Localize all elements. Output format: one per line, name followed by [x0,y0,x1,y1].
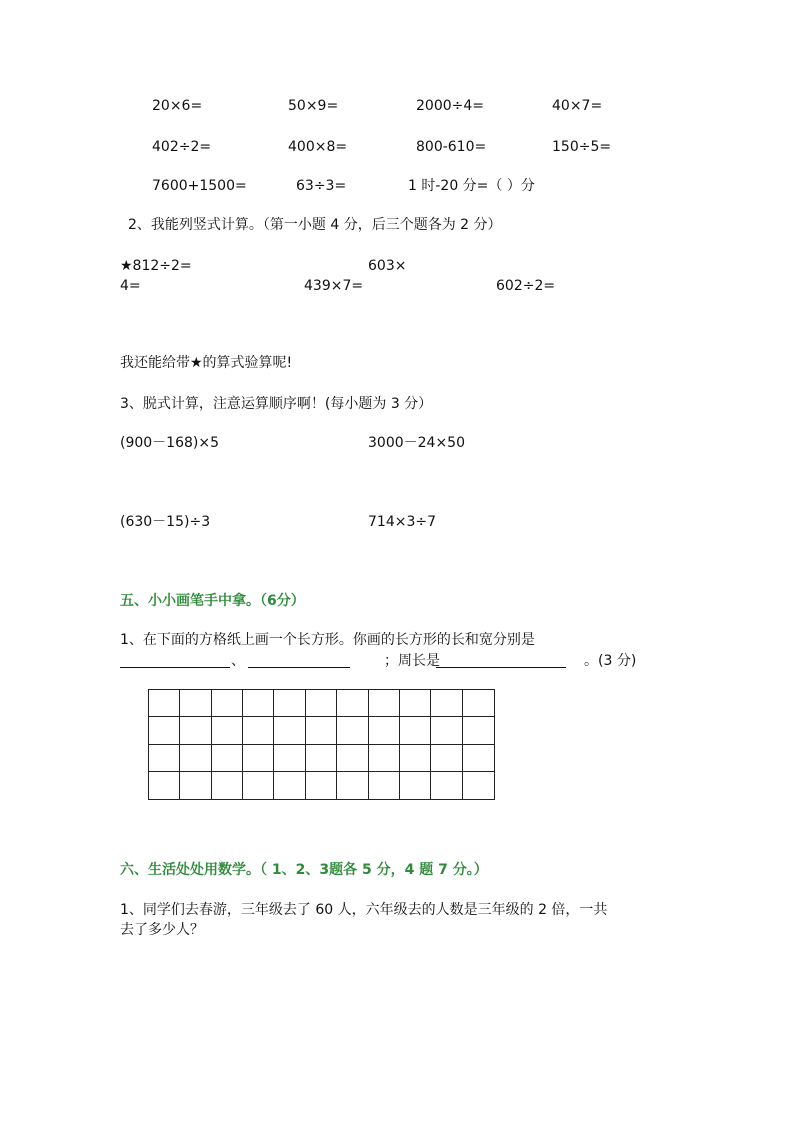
oral-r1-c4: 40×7= [552,98,603,114]
step-item-4: 714×3÷7 [368,514,436,530]
oral-r1-c1: 20×6= [152,98,203,114]
oral-r2-c1: 402÷2= [152,139,212,155]
oral-r3-c1: 7600+1500= [152,178,247,194]
step-item-1: (900－168)×5 [120,435,220,451]
oral-r1-c2: 50×9= [288,98,339,114]
vertical-item-4: 602÷2= [496,278,556,294]
perimeter-label: ；周长是 [384,653,440,669]
vertical-item-1-cont: 4= [120,278,141,294]
section5-q1-text: 1、在下面的方格纸上画一个长方形。你画的长方形的长和宽分别是 [120,632,535,648]
section6-heading: 六、生活处处用数学。（ 1、2、3题各 5 分，4 题 7 分。） [120,862,488,878]
section5-heading: 五、小小画笔手中拿。（6分） [120,593,305,609]
verify-note: 我还能给带★的算式验算呢! [120,355,293,371]
width-blank[interactable] [248,667,350,668]
section6-q1-line2: 去了多少人？ [120,922,204,938]
length-blank[interactable] [120,667,230,668]
oral-r2-c2: 400×8= [288,139,348,155]
section6-q1-line1: 1、同学们去春游，三年级去了 60 人，六年级去的人数是三年级的 2 倍，一共 [120,902,608,918]
oral-r1-c3: 2000÷4= [416,98,484,114]
vertical-item-3: 439×7= [304,278,364,294]
oral-r3-c3: 1 时-20 分=（ ）分 [408,178,535,194]
perimeter-blank[interactable] [436,667,566,668]
vertical-title: 2、我能列竖式计算。（第一小题 4 分，后三个题各为 2 分） [128,217,502,233]
step-item-3: (630－15)÷3 [120,514,211,530]
score-note: 。(3 分) [584,653,637,669]
grid-paper[interactable] [148,689,495,800]
step-item-2: 3000－24×50 [368,435,465,451]
oral-r2-c4: 150÷5= [552,139,612,155]
vertical-item-1: ★812÷2= [120,258,192,274]
blank-separator: 、 [231,653,245,669]
step-title: 3、脱式计算，注意运算顺序啊！(每小题为 3 分） [120,396,433,412]
vertical-item-2: 603× [368,258,407,274]
oral-r2-c3: 800-610= [416,139,487,155]
oral-r3-c2: 63÷3= [296,178,347,194]
